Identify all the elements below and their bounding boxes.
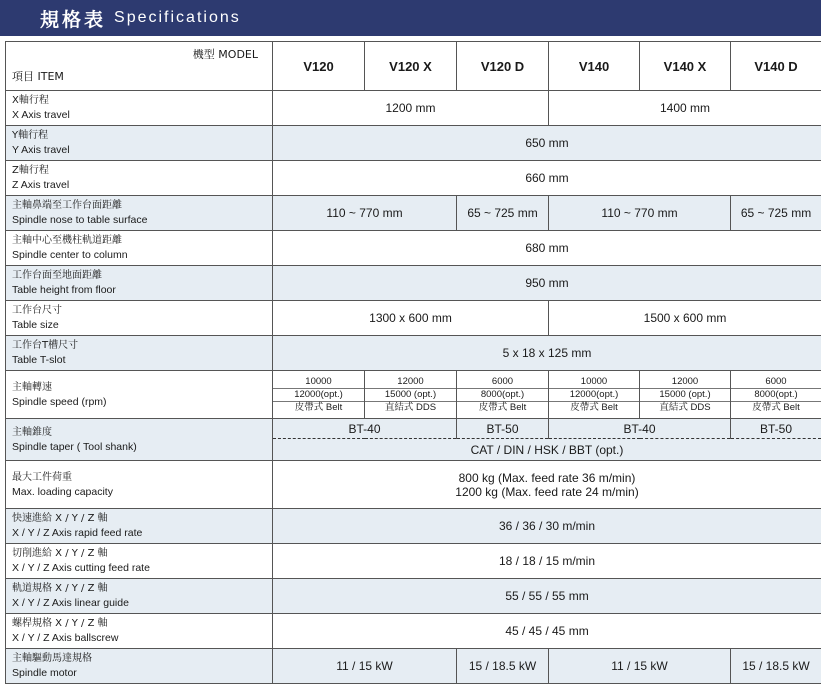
title-chinese: 規格表	[40, 8, 107, 31]
cell-value: 65 ~ 725 mm	[457, 196, 549, 231]
cell-value: 55 / 55 / 55 mm	[273, 579, 821, 614]
row-label-en: X Axis travel	[12, 109, 70, 121]
title-english: Specifications	[114, 9, 241, 26]
speed-base: 6000	[457, 376, 548, 389]
row-label-en: Spindle nose to table surface	[12, 214, 148, 226]
row-spindle-nose	[6, 196, 821, 231]
speed-cell	[273, 371, 365, 419]
row-label-zh: X軸行程	[12, 95, 49, 106]
cell-value: 650 mm	[273, 126, 821, 161]
model-v120d: V120 D	[457, 42, 549, 91]
speed-cell	[640, 371, 731, 419]
model-v140x: V140 X	[640, 42, 731, 91]
row-ballscrew	[6, 614, 821, 649]
header-row	[6, 42, 821, 91]
cell-value: 11 / 15 kW	[273, 649, 457, 684]
speed-opt: 15000 (opt.)	[640, 389, 730, 402]
title-bar	[0, 0, 821, 36]
header-corner	[6, 42, 272, 90]
drive-type: 直結式 DDS	[384, 401, 437, 413]
cell-value	[273, 461, 821, 509]
cell-value: CAT / DIN / HSK / BBT (opt.)	[273, 439, 821, 461]
drive-type: 皮帶式 Belt	[294, 401, 343, 413]
speed-cell	[549, 371, 640, 419]
speed-opt: 8000(opt.)	[457, 389, 548, 402]
row-label-en: Max. loading capacity	[12, 485, 113, 498]
row-label-zh: 主軸中心至機柱軌道距離	[12, 235, 122, 246]
row-label-en: Spindle center to column	[12, 249, 128, 261]
row-label-en: Spindle motor	[12, 667, 77, 679]
row-label-zh: 切削進給 X / Y / Z 軸	[12, 548, 108, 559]
item-label: 項目 ITEM	[12, 70, 64, 83]
speed-base: 10000	[549, 376, 639, 389]
speed-opt: 12000(opt.)	[549, 389, 639, 402]
cell-value: 65 ~ 725 mm	[731, 196, 821, 231]
cell-value: 1300 x 600 mm	[273, 301, 549, 336]
cell-value: 1400 mm	[549, 91, 821, 126]
row-spindle-speed	[6, 371, 821, 419]
speed-cell	[365, 371, 457, 419]
row-z-travel	[6, 161, 821, 196]
row-label-zh: 工作台尺寸	[12, 305, 62, 316]
drive-type: 皮帶式 Belt	[752, 401, 800, 413]
row-label-en: Table height from floor	[12, 284, 116, 296]
speed-opt: 12000(opt.)	[273, 389, 364, 402]
row-max-load	[6, 461, 821, 509]
row-label-zh: 工作台T槽尺寸	[12, 340, 79, 351]
row-label-zh: 工作台面至地面距離	[12, 270, 102, 281]
row-label-zh: 主軸驅動馬達規格	[12, 653, 92, 664]
row-label-en: X / Y / Z Axis ballscrew	[12, 632, 119, 644]
cell-value: 1500 x 600 mm	[549, 301, 821, 336]
cell-value: 110 ~ 770 mm	[273, 196, 457, 231]
load-line-1: 800 kg (Max. feed rate 36 m/min)	[458, 470, 636, 485]
row-label-en: Table size	[12, 319, 59, 331]
speed-base: 12000	[640, 376, 730, 389]
speed-cell	[731, 371, 821, 419]
load-line-2: 1200 kg (Max. feed rate 24 m/min)	[455, 484, 639, 499]
specifications-table	[5, 41, 821, 684]
row-x-travel	[6, 91, 821, 126]
row-label-zh: 軌道規格 X / Y / Z 軸	[12, 583, 108, 594]
model-v120x: V120 X	[365, 42, 457, 91]
cell-value: 660 mm	[273, 161, 821, 196]
row-cutting-feed	[6, 544, 821, 579]
row-label-zh: 快速進給 X / Y / Z 軸	[12, 513, 108, 524]
row-table-size	[6, 301, 821, 336]
speed-opt: 8000(opt.)	[731, 389, 821, 402]
row-label-en: Spindle taper ( Tool shank)	[12, 440, 137, 453]
row-spindle-motor	[6, 649, 821, 684]
cell-value: 11 / 15 kW	[549, 649, 731, 684]
cell-value: 15 / 18.5 kW	[457, 649, 549, 684]
row-label-zh: 主軸鼻端至工作台面距離	[12, 200, 122, 211]
cell-value: 36 / 36 / 30 m/min	[273, 509, 821, 544]
model-v120: V120	[273, 42, 365, 91]
drive-type: 皮帶式 Belt	[478, 401, 527, 413]
cell-value: 5 x 18 x 125 mm	[273, 336, 821, 371]
cell-value: 680 mm	[273, 231, 821, 266]
drive-type: 皮帶式 Belt	[570, 401, 618, 413]
cell-value: BT-50	[731, 419, 821, 439]
row-label-zh: 主軸轉速	[12, 381, 52, 393]
speed-base: 10000	[273, 376, 364, 389]
cell-value: 950 mm	[273, 266, 821, 301]
row-t-slot	[6, 336, 821, 371]
row-linear-guide	[6, 579, 821, 614]
row-label-en: Y Axis travel	[12, 144, 70, 156]
speed-opt: 15000 (opt.)	[365, 389, 456, 402]
cell-value: 110 ~ 770 mm	[549, 196, 731, 231]
row-rapid-feed	[6, 509, 821, 544]
speed-base: 6000	[731, 376, 821, 389]
row-spindle-taper	[6, 419, 821, 439]
cell-value: 45 / 45 / 45 mm	[273, 614, 821, 649]
cell-value: BT-40	[273, 419, 457, 439]
row-label-en: X / Y / Z Axis linear guide	[12, 597, 129, 609]
row-label-zh: Y軸行程	[12, 130, 49, 141]
cell-value: BT-40	[549, 419, 731, 439]
row-label-zh: Z軸行程	[12, 165, 49, 176]
row-label-en: Spindle speed (rpm)	[12, 395, 107, 408]
drive-type: 直結式 DDS	[659, 401, 711, 413]
row-label-en: Table T-slot	[12, 354, 66, 366]
model-label: 機型 MODEL	[192, 48, 258, 61]
model-v140d: V140 D	[731, 42, 821, 91]
row-label-en: X / Y / Z Axis cutting feed rate	[12, 562, 150, 574]
model-v140: V140	[549, 42, 640, 91]
cell-value: 18 / 18 / 15 m/min	[273, 544, 821, 579]
cell-value: BT-50	[457, 419, 549, 439]
speed-cell	[457, 371, 549, 419]
row-label-en: Z Axis travel	[12, 179, 70, 191]
row-label-zh: 螺桿規格 X / Y / Z 軸	[12, 618, 108, 629]
row-label-en: X / Y / Z Axis rapid feed rate	[12, 527, 143, 539]
row-spindle-center	[6, 231, 821, 266]
speed-base: 12000	[365, 376, 456, 389]
row-label-zh: 最大工件荷重	[12, 471, 72, 483]
row-label-zh: 主軸錐度	[12, 426, 52, 438]
row-table-height	[6, 266, 821, 301]
row-y-travel	[6, 126, 821, 161]
cell-value: 15 / 18.5 kW	[731, 649, 821, 684]
cell-value: 1200 mm	[273, 91, 549, 126]
